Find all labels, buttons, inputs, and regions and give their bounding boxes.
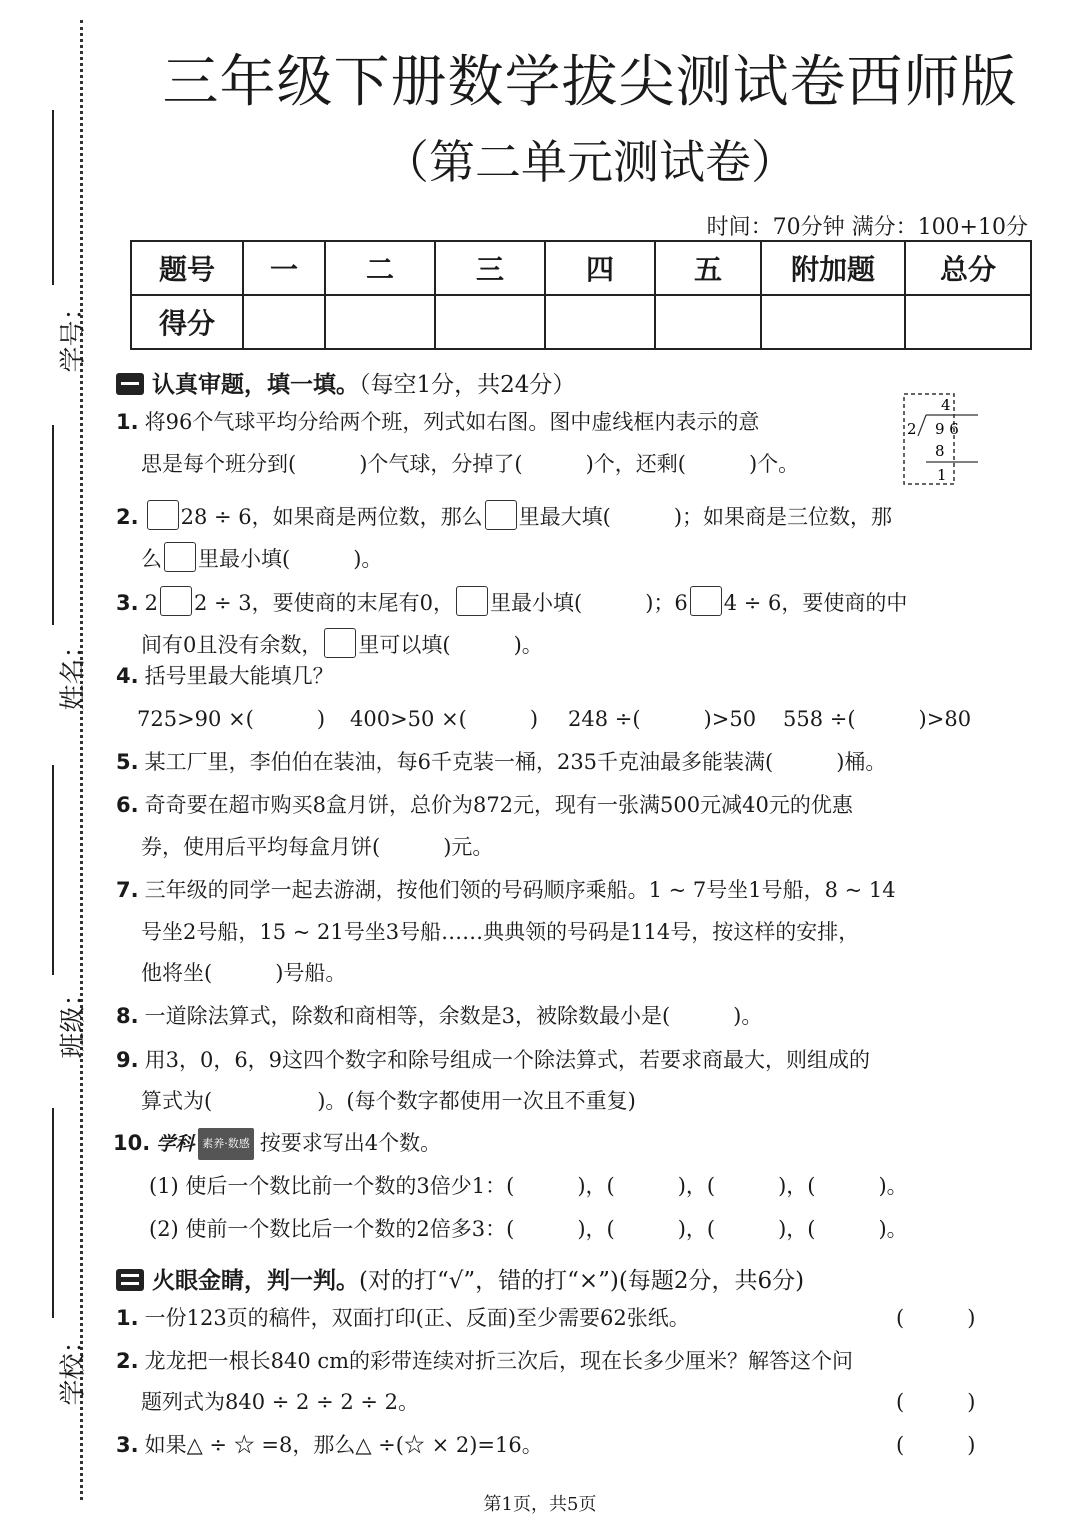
section-1-note: （每空1分，共24分） xyxy=(359,372,576,398)
blank-box[interactable] xyxy=(147,500,179,530)
question-text: 括号里最大能填几？ xyxy=(144,664,334,688)
score-cell[interactable] xyxy=(325,295,435,349)
judge-question-2-line-1 xyxy=(116,1346,853,1376)
score-table-header-row xyxy=(131,241,1031,295)
question-text: 2 ÷ 3，要使商的末尾有0， xyxy=(193,591,454,615)
division-remainder: 1 xyxy=(937,466,947,484)
division-divisor: 2 xyxy=(907,420,917,438)
question-number: 8. xyxy=(116,1004,139,1028)
class-field[interactable] xyxy=(22,765,89,1059)
school-label: 学校： xyxy=(58,1327,89,1406)
question-3-line-1 xyxy=(116,586,907,618)
question-text: 么 xyxy=(141,547,162,571)
blank-box[interactable] xyxy=(456,586,488,616)
question-text[interactable]: 里最小填( )；6 xyxy=(490,591,688,615)
judge-question-2-line-2: 题列式为840 ÷ 2 ÷ 2 ÷ 2。 xyxy=(141,1390,420,1414)
question-4-line-1 xyxy=(116,661,334,691)
question-number: 3. xyxy=(116,1433,139,1457)
question-text: 2 xyxy=(144,591,158,615)
score-header-cell: 附加题 xyxy=(761,241,905,295)
answer-paren-2[interactable]: ( ) xyxy=(896,1390,976,1414)
class-underline xyxy=(52,765,54,975)
question-text: 将96个气球平均分给两个班，列式如右图。图中虚线框内表示的意 xyxy=(144,410,760,434)
page-footer: 第1页，共5页 xyxy=(483,1494,597,1515)
question-text: 奇奇要在超市购买8盒月饼，总价为872元，现有一张满500元减40元的优惠 xyxy=(144,793,853,817)
answer-paren-3[interactable]: ( ) xyxy=(896,1433,976,1457)
question-4-item-4[interactable]: 558 ÷( )>80 xyxy=(783,707,972,731)
section-1-title: 认真审题，填一填。 xyxy=(152,372,359,398)
page-title: 三年级下册数学拔尖测试卷西师版 xyxy=(162,50,1018,115)
question-text: 一份123页的稿件，双面打印(正、反面)至少需要62张纸。 xyxy=(144,1306,690,1330)
name-label: 姓名： xyxy=(58,632,89,711)
score-header-cell: 二 xyxy=(325,241,435,295)
score-table-score-row xyxy=(131,295,1031,349)
score-table xyxy=(130,240,1032,350)
question-text: 一道除法算式，除数和商相等，余数是3，被除数最小是( )。 xyxy=(144,1004,763,1028)
question-6-line-2[interactable]: 券，使用后平均每盒月饼( )元。 xyxy=(141,835,494,859)
score-header-cell: 三 xyxy=(435,241,545,295)
question-number: 4. xyxy=(116,664,139,688)
time-info: 时间：70分钟 满分：100+10分 xyxy=(706,215,1028,240)
name-field[interactable] xyxy=(22,425,89,715)
blank-box[interactable] xyxy=(160,586,192,616)
question-number: 1. xyxy=(116,1306,139,1330)
question-text: 间有0且没有余数， xyxy=(141,633,323,657)
question-3-line-2 xyxy=(141,628,543,660)
score-header-cell: 一 xyxy=(243,241,325,295)
question-text[interactable]: 里最大填( )；如果商是三位数，那 xyxy=(518,505,893,529)
question-2-line-1 xyxy=(116,500,892,532)
question-number: 3. xyxy=(116,591,139,615)
question-10-line-1 xyxy=(113,1128,441,1160)
name-underline xyxy=(52,425,54,625)
judge-question-1 xyxy=(116,1303,690,1333)
student-id-label: 学号： xyxy=(58,294,89,373)
question-6-line-1 xyxy=(116,790,853,820)
question-10-sub-2[interactable]: (2) 使前一个数比后一个数的2倍多3：( )，( )，( )，( )。 xyxy=(149,1217,908,1241)
question-number: 9. xyxy=(116,1048,139,1072)
section-two-icon xyxy=(116,1269,144,1291)
binding-margin xyxy=(0,0,100,1527)
score-cell[interactable] xyxy=(905,295,1031,349)
question-7-line-1 xyxy=(116,875,896,905)
score-header-cell: 五 xyxy=(655,241,761,295)
question-number: 7. xyxy=(116,878,139,902)
question-text: 4 ÷ 6，要使商的中 xyxy=(723,591,908,615)
question-text: 某工厂里，李伯伯在装油，每6千克装一桶，235千克油最多能装满( )桶。 xyxy=(144,750,887,774)
question-number: 5. xyxy=(116,750,139,774)
score-row-label: 得分 xyxy=(131,295,243,349)
score-cell[interactable] xyxy=(655,295,761,349)
score-cell[interactable] xyxy=(761,295,905,349)
school-underline xyxy=(52,1108,54,1318)
answer-paren-1[interactable]: ( ) xyxy=(896,1306,976,1330)
question-4-item-3[interactable]: 248 ÷( )>50 xyxy=(568,707,757,731)
question-7-line-3[interactable]: 他将坐( )号船。 xyxy=(141,961,347,985)
blank-box[interactable] xyxy=(690,586,722,616)
student-id-underline xyxy=(52,110,54,285)
question-text: 龙龙把一根长840 cm的彩带连续对折三次后，现在长多少厘米？解答这个问 xyxy=(144,1349,854,1373)
question-10-sub-1[interactable]: (1) 使后一个数比前一个数的3倍少1：( )，( )，( )，( )。 xyxy=(149,1174,908,1198)
question-number: 10. xyxy=(113,1131,151,1155)
blank-box[interactable] xyxy=(164,542,196,572)
question-text: 三年级的同学一起去游湖，按他们领的号码顺序乘船。1 ~ 7号坐1号船，8 ~ 14 xyxy=(144,878,896,902)
blank-box[interactable] xyxy=(485,500,517,530)
blank-box[interactable] xyxy=(324,628,356,658)
subject-badge: 学科 xyxy=(156,1133,195,1155)
question-text: 按要求写出4个数。 xyxy=(259,1131,442,1155)
class-label: 班级： xyxy=(58,980,89,1059)
section-2-note: (对的打“√”，错的打“×”)(每题2分，共6分) xyxy=(359,1268,805,1294)
question-4-item-2[interactable]: 400>50 ×( ) xyxy=(350,707,539,731)
question-9-line-2[interactable]: 算式为( )。(每个数字都使用一次且不重复) xyxy=(141,1089,636,1113)
question-text[interactable]: 里最小填( )。 xyxy=(198,547,383,571)
question-number: 1. xyxy=(116,410,139,434)
division-bracket xyxy=(918,415,926,436)
school-field[interactable] xyxy=(22,1108,89,1408)
division-quotient: 4 xyxy=(941,396,951,414)
score-header-cell: 四 xyxy=(545,241,655,295)
literacy-badge: 素养·数感 xyxy=(198,1128,254,1160)
question-8[interactable] xyxy=(116,1001,762,1031)
question-5[interactable] xyxy=(116,747,886,777)
question-1-line-2[interactable]: 思是每个班分到( )个气球，分掉了( )个，还剩( )个。 xyxy=(141,452,800,476)
student-id-field[interactable] xyxy=(22,110,89,373)
section-2-heading xyxy=(116,1262,804,1295)
question-9-line-1 xyxy=(116,1045,870,1075)
long-division-figure xyxy=(898,392,988,488)
question-text[interactable]: 里可以填( )。 xyxy=(358,633,543,657)
question-number: 6. xyxy=(116,793,139,817)
question-2-line-2 xyxy=(141,542,382,574)
section-1-heading xyxy=(116,366,575,399)
division-dividend: 9 6 xyxy=(935,420,959,438)
section-one-icon xyxy=(116,373,144,395)
question-number: 2. xyxy=(116,505,139,529)
question-7-line-2: 号坐2号船，15 ~ 21号坐3号船……典典领的号码是114号，按这样的安排， xyxy=(141,920,860,944)
section-2-title: 火眼金睛，判一判。 xyxy=(152,1268,359,1294)
question-text: 用3，0，6，9这四个数字和除号组成一个除法算式，若要求商最大，则组成的 xyxy=(144,1048,871,1072)
score-header-cell: 总分 xyxy=(905,241,1031,295)
question-text: 如果△ ÷ ☆ =8，那么△ ÷(☆ × 2)=16。 xyxy=(144,1433,543,1457)
division-product: 8 xyxy=(935,442,945,460)
question-4-item-1[interactable]: 725>90 ×( ) xyxy=(137,707,326,731)
question-number: 2. xyxy=(116,1349,139,1373)
question-1-line-1 xyxy=(116,407,759,437)
score-cell[interactable] xyxy=(435,295,545,349)
score-cell[interactable] xyxy=(545,295,655,349)
page-subtitle: （第二单元测试卷） xyxy=(383,135,797,189)
score-header-cell: 题号 xyxy=(131,241,243,295)
score-cell[interactable] xyxy=(243,295,325,349)
judge-question-3 xyxy=(116,1430,543,1460)
question-text: 28 ÷ 6，如果商是两位数，那么 xyxy=(180,505,483,529)
